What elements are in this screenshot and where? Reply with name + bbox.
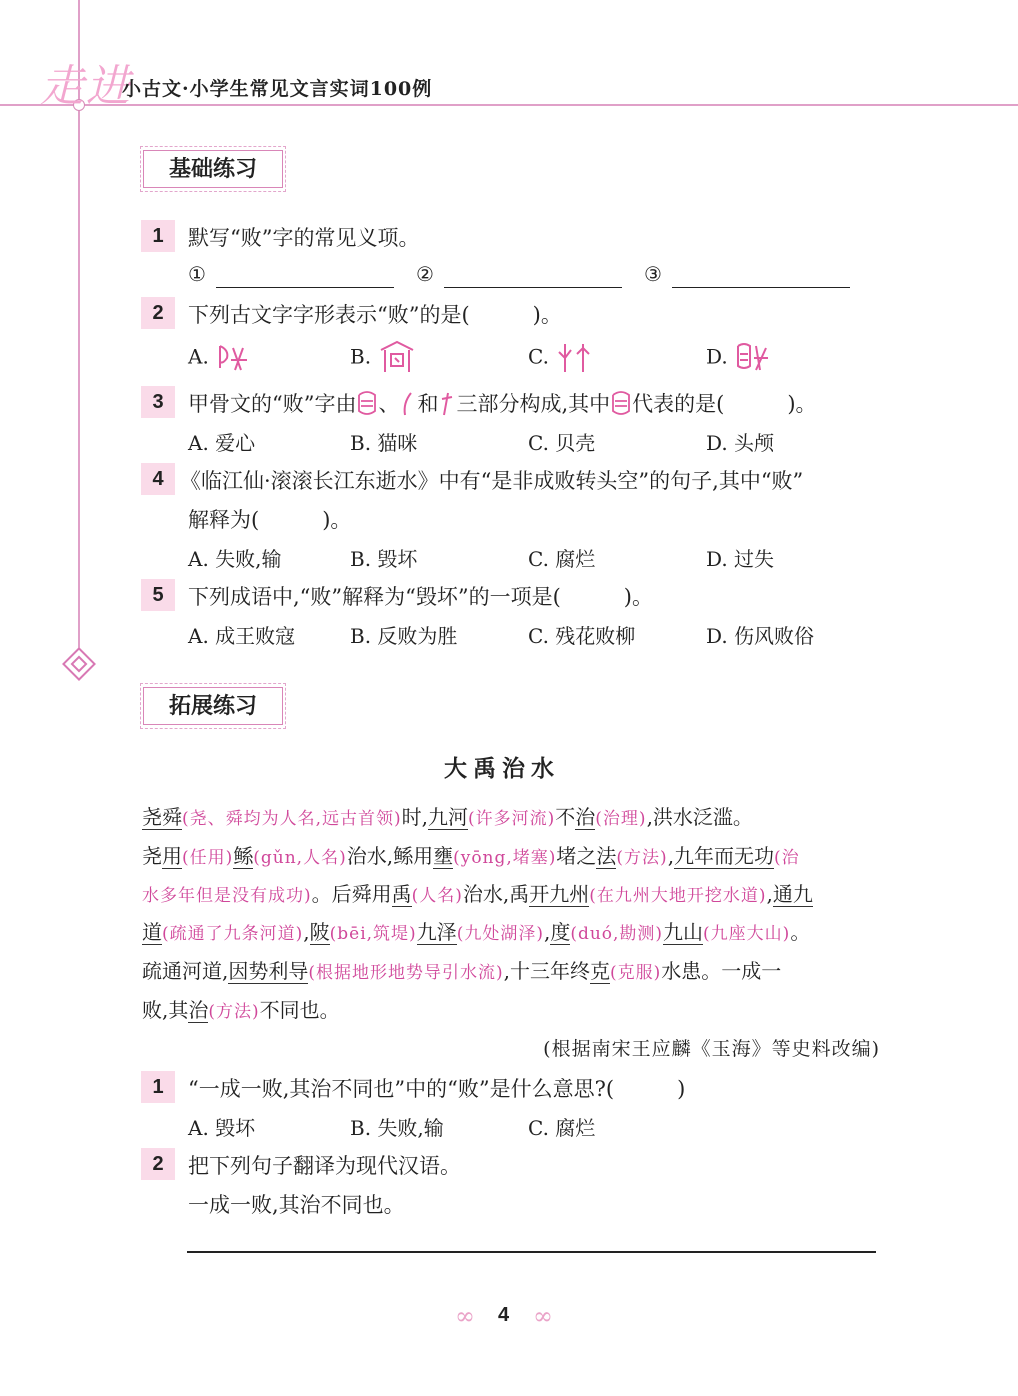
question-text: 默写“败”字的常见义项。: [188, 226, 420, 250]
left-swirl-ornament-icon: ∞: [455, 1302, 475, 1330]
option-c[interactable]: C. 贝壳: [528, 431, 596, 455]
annotated-word: 开九州: [529, 882, 590, 906]
question-text: “一成一败,其治不同也”中的“败”是什么意思?( ): [188, 1077, 686, 1101]
question-text: 下列成语中,“败”解释为“毁坏”的一项是( )。: [188, 585, 654, 609]
passage-text: 治水,禹: [462, 882, 530, 906]
gloss-note: (在九州大地开挖水道): [589, 886, 767, 906]
option-label: D.: [706, 344, 728, 369]
gloss-note: (治: [774, 848, 800, 868]
question-number: 2: [141, 297, 175, 329]
stick-glyph-icon: [438, 391, 456, 417]
gloss-note: (九处湖泽): [456, 924, 544, 944]
knot-ornament-icon: [62, 647, 96, 681]
gloss-note: (尧、舜均为人名,远古首领): [182, 809, 402, 829]
ancient-glyph-a-icon: [215, 340, 255, 376]
answer-blank[interactable]: [444, 287, 622, 288]
annotated-word: 法: [596, 844, 617, 868]
option-a[interactable]: A. 成王败寇: [188, 624, 296, 648]
gloss-note: (治理): [595, 809, 647, 829]
passage-text: 堵之: [556, 844, 597, 868]
blank-label: ①: [188, 262, 206, 286]
passage-text: 水患。一成一: [661, 959, 782, 983]
option-b[interactable]: B. 反败为胜: [350, 624, 458, 648]
header-horizontal-line: [0, 104, 1018, 106]
question-number: 3: [141, 386, 175, 418]
annotated-word: 道: [142, 920, 162, 944]
question-number: 1: [141, 1071, 175, 1103]
gloss-note: (人名): [411, 886, 463, 906]
annotated-word: 度: [550, 920, 571, 944]
option-c[interactable]: C. 腐烂: [528, 547, 596, 571]
gloss-note: (yōng,堵塞): [453, 848, 557, 868]
blank-label: ②: [416, 262, 434, 286]
shell-glyph-icon: [610, 391, 632, 417]
passage-text: ,: [543, 920, 551, 944]
annotated-word: 壅: [433, 844, 454, 868]
option-c[interactable]: C. 腐烂: [528, 1116, 596, 1140]
answer-blank[interactable]: [216, 287, 394, 288]
question-number: 4: [141, 463, 175, 495]
gloss-note: (任用): [182, 848, 234, 868]
translate-sentence: 一成一败,其治不同也。: [188, 1193, 405, 1217]
passage-text: 尧: [142, 844, 162, 868]
passage-text: ,: [667, 844, 675, 868]
passage-line: [142, 996, 340, 1026]
option-label: C.: [528, 344, 549, 369]
option-d[interactable]: [706, 340, 774, 376]
question-number: 2: [141, 1148, 175, 1180]
shell-glyph-icon: [356, 391, 378, 417]
option-b[interactable]: B. 失败,输: [350, 1116, 444, 1140]
gloss-note: (九座大山): [703, 924, 791, 944]
gloss-note: (方法): [208, 1002, 260, 1022]
option-a[interactable]: A. 毁坏: [188, 1116, 256, 1140]
question-text: 甲骨文的“败”字由 、 和 三部分构成,其中 代表的是( )。: [188, 392, 817, 416]
passage-text: 败,其: [142, 998, 189, 1022]
option-label: A.: [188, 344, 209, 369]
option-b[interactable]: B. 毁坏: [350, 547, 418, 571]
question-text: 《临江仙·滚滚长江东逝水》中有“是非成败转头空”的句子,其中“败”: [180, 469, 804, 493]
annotated-word: 用: [162, 844, 182, 868]
passage-text: 。: [790, 920, 811, 944]
option-b[interactable]: [350, 340, 417, 376]
annotated-word: 通九: [772, 882, 813, 906]
gloss-note: (根据地形地势导引水流): [308, 963, 504, 983]
passage-text: ,洪水泛滥。: [646, 805, 753, 829]
answer-line[interactable]: [187, 1251, 876, 1253]
annotated-word: 治: [188, 998, 209, 1022]
gloss-note: (duó,勘测): [570, 924, 664, 944]
passage-text: 治水,鲧用: [346, 844, 434, 868]
question-number: 1: [141, 220, 175, 252]
option-b[interactable]: B. 猫咪: [350, 431, 418, 455]
gloss-note: (bēi,筑堤): [329, 924, 417, 944]
question-text: 把下列句子翻译为现代汉语。: [188, 1154, 461, 1178]
annotated-word: 克: [589, 959, 610, 983]
passage-text: 疏通河道,: [142, 959, 229, 983]
passage-line: [142, 842, 800, 872]
annotated-word: 治: [575, 805, 596, 829]
option-label: B.: [350, 344, 372, 369]
question-text-continued: 解释为( )。: [188, 508, 352, 532]
passage-text: 不: [555, 805, 576, 829]
annotated-word: 尧舜: [142, 805, 182, 829]
answer-blank[interactable]: [672, 287, 850, 288]
ancient-glyph-d-icon: [734, 340, 774, 376]
section-title-extended: 拓展练习: [143, 687, 283, 725]
page-number: 4: [498, 1304, 510, 1326]
passage-line: [142, 803, 753, 833]
ancient-glyph-c-icon: [555, 340, 595, 376]
annotated-word: 九河: [428, 805, 469, 829]
annotated-word: 禹: [391, 882, 412, 906]
option-a[interactable]: A. 爱心: [188, 431, 256, 455]
gloss-note: (gǔn,人名): [253, 848, 347, 868]
ancient-glyph-b-icon: [377, 340, 417, 376]
option-d[interactable]: D. 头颅: [706, 431, 775, 455]
question-text: 下列古文字字形表示“败”的是( )。: [188, 303, 562, 327]
passage-line: [142, 957, 781, 987]
gloss-note: (疏通了九条河道): [162, 924, 304, 944]
section-title-basic: 基础练习: [143, 150, 283, 188]
passage-text: ,十三年终: [503, 959, 590, 983]
passage-text: 。后舜用: [311, 882, 392, 906]
brand-logo: 走进: [40, 61, 132, 112]
passage-text: ,: [766, 882, 773, 906]
option-a[interactable]: [188, 340, 255, 376]
option-d[interactable]: D. 过失: [706, 547, 775, 571]
gloss-note: (方法): [616, 848, 668, 868]
annotated-word: 九山: [663, 920, 704, 944]
stroke-glyph-icon: [399, 391, 417, 417]
book-title: 小古文·小学生常见文言实词100例: [122, 78, 433, 100]
passage-text: 不同也。: [259, 998, 340, 1022]
option-a[interactable]: A. 失败,输: [188, 547, 282, 571]
annotated-word: 陂: [309, 920, 330, 944]
right-swirl-ornament-icon: ∞: [533, 1302, 553, 1330]
question-number: 5: [141, 579, 175, 611]
passage-line: [142, 918, 810, 948]
gloss-note: (许多河流): [468, 809, 556, 829]
passage-text: ,: [303, 920, 310, 944]
gloss-note: 水多年但是没有成功): [142, 886, 312, 906]
blank-label: ③: [644, 262, 662, 286]
annotated-word: 九年而无功: [674, 844, 775, 868]
passage-line: [142, 880, 813, 910]
passage-source: (根据南宋王应麟《玉海》等史料改编): [543, 1038, 880, 1060]
option-c[interactable]: C. 残花败柳: [528, 624, 636, 648]
gloss-note: (克服): [609, 963, 662, 983]
annotated-word: 因势利导: [228, 959, 309, 983]
passage-title: 大禹治水: [444, 755, 560, 782]
annotated-word: 九泽: [416, 920, 457, 944]
passage-text: 时,: [401, 805, 429, 829]
annotated-word: 鲧: [233, 844, 254, 868]
option-c[interactable]: [528, 340, 595, 376]
option-d[interactable]: D. 伤风败俗: [706, 624, 815, 648]
